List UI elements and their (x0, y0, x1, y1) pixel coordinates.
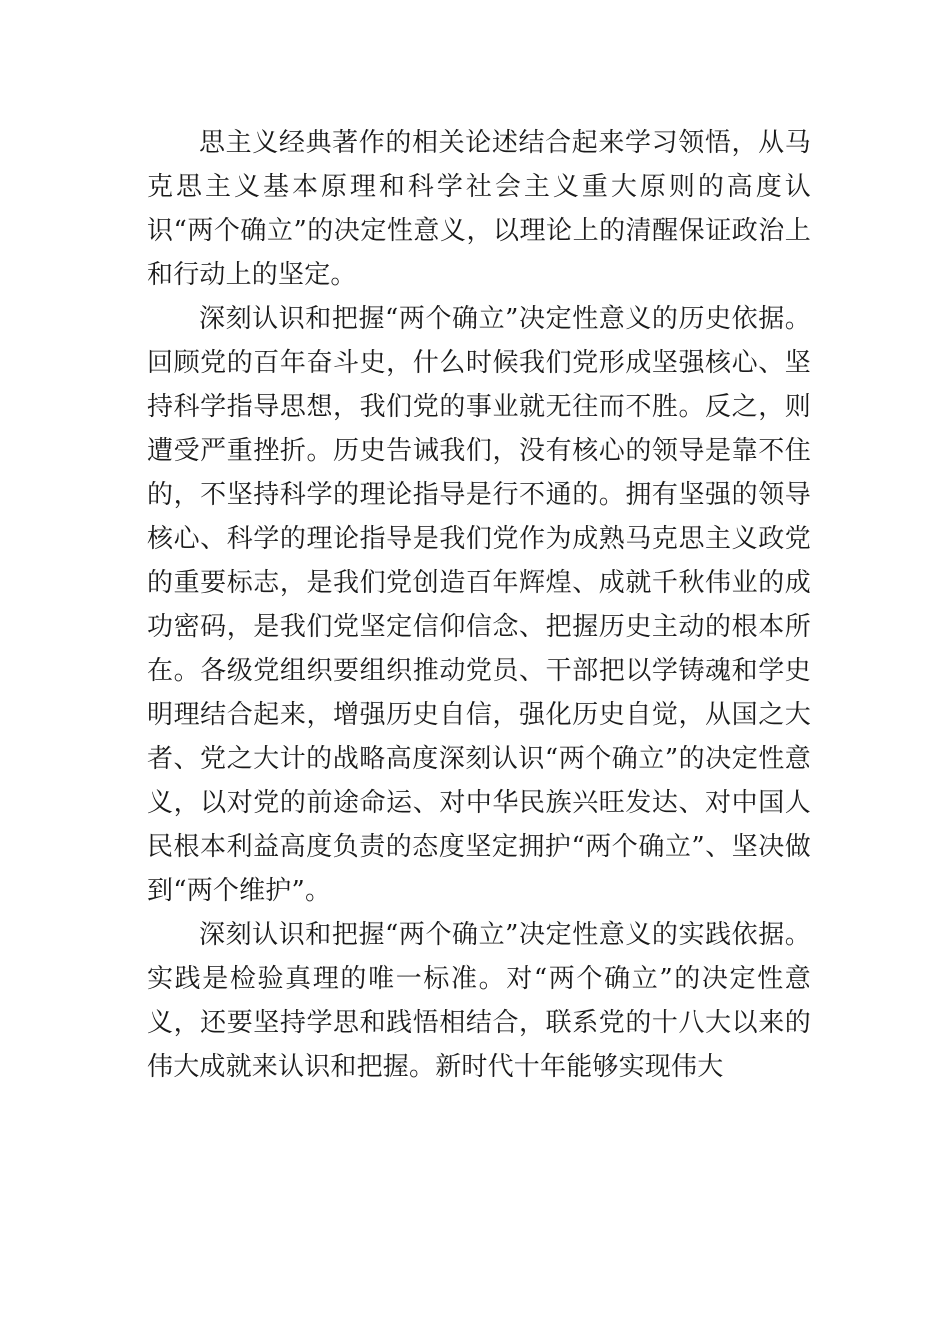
paragraph-3: 深刻认识和把握“两个确立”决定性意义的实践依据。实践是检验真理的唯一标准。对“两个确立”的决定性意义，还要坚持学思和践悟相结合，联系党的十八大以来的伟大成就来认识和把握。新时代十年能够实现伟大 (147, 920, 811, 1082)
paragraph-2: 深刻认识和把握“两个确立”决定性意义的历史依据。回顾党的百年奋斗史，什么时候我们党形成坚强核心、坚持科学指导思想，我们党的事业就无往而不胜。反之，则遭受严重挫折。历史告诫我们，没有核心的领导是靠不住的，不坚持科学的理论指导是行不通的。拥有坚强的领导核心、科学的理论指导是我们党作为成熟马克思主义政党的重要标志，是我们党创造百年辉煌、成就千秋伟业的成功密码，是我们党坚定信仰信念、把握历史主动的根本所在。各级党组织要组织推动党员、干部把以学铸魂和学史明理结合起来，增强历史自信，强化历史自觉，从国之大者、党之大计的战略高度深刻认识“两个确立”的决定性意义，以对党的前途命运、对中华民族兴旺发达、对中国人民根本利益高度负责的态度坚定拥护“两个确立”、坚决做到“两个维护”。 (147, 304, 811, 906)
document-body (147, 121, 811, 1089)
paragraph-1: 思主义经典著作的相关论述结合起来学习领悟，从马克思主义基本原理和科学社会主义重大原则的高度认识“两个确立”的决定性意义，以理论上的清醒保证政治上和行动上的坚定。 (147, 128, 811, 290)
